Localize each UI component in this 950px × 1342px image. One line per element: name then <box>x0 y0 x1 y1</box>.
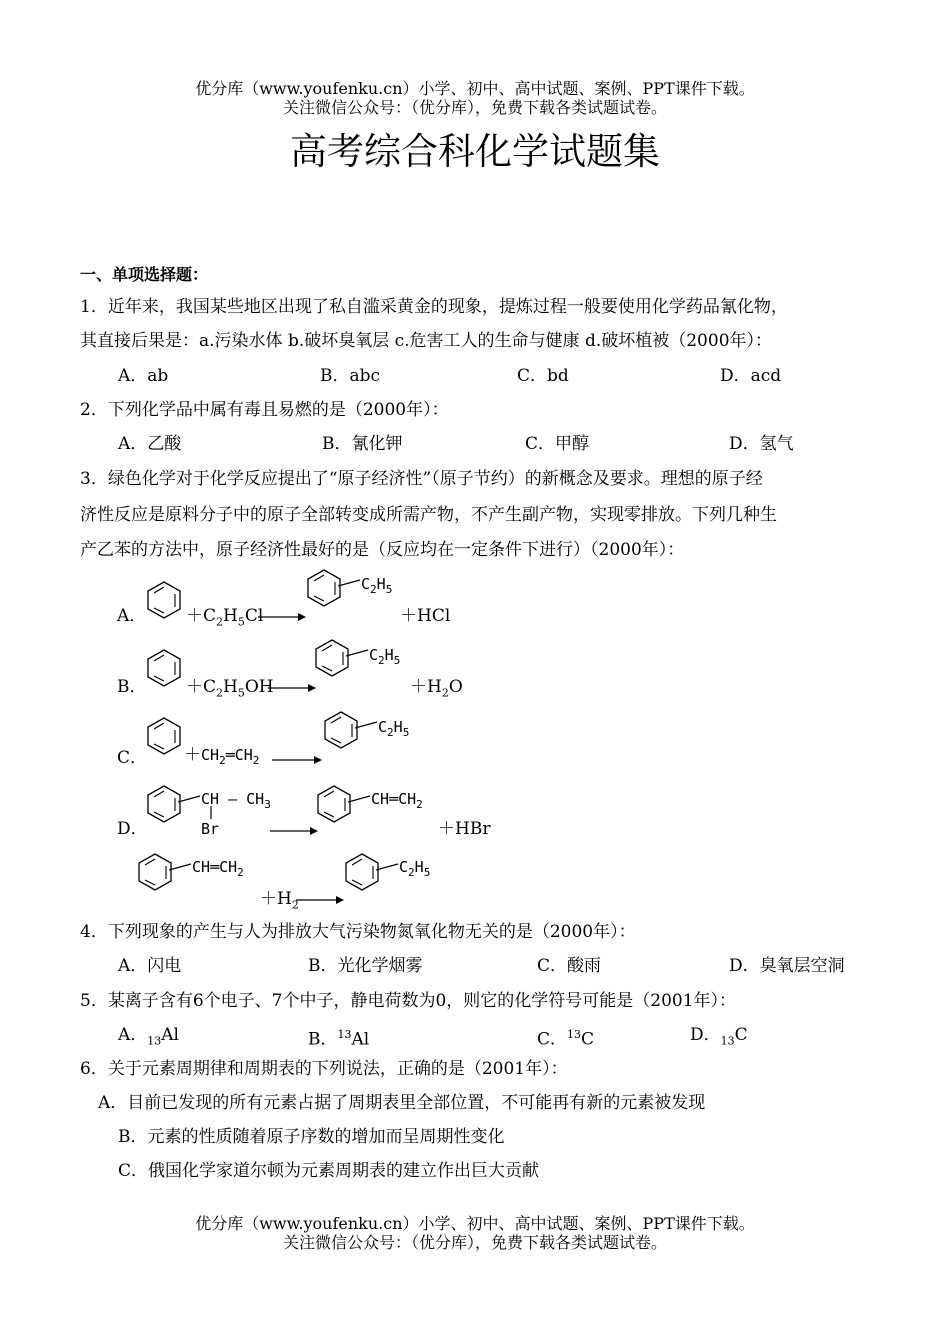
bond-line-d4 <box>169 862 193 872</box>
q6-stem: 6．关于元素周期律和周期表的下列说法，正确的是（2001年）： <box>80 1059 568 1079</box>
benzene-product-c <box>323 710 363 754</box>
q4-stem: 4．下列现象的产生与人为排放大气污染物氮氧化物无关的是（2000年）： <box>80 922 636 942</box>
q3-option-a-label: A． <box>117 606 147 626</box>
q5-option-b: B．$^{13}$Al <box>308 1028 370 1050</box>
q3-option-c-label: C． <box>117 748 148 768</box>
q1-option-d: D．acd <box>720 366 782 386</box>
q2-option-a: A．乙酸 <box>118 434 182 454</box>
q2-option-d: D．氢气 <box>729 434 794 454</box>
reaction-arrow-c <box>272 755 322 765</box>
benzene-reactant-a <box>146 580 186 624</box>
bond-line-b <box>346 648 370 658</box>
q1-option-c: C．bd <box>517 366 569 386</box>
q3-c-reactant: $+CH_2═CH_2$ <box>184 745 260 767</box>
q3-d-styrene-group: $CH═CH_2$ <box>371 790 423 811</box>
q1-stem-line-2: 其直接后果是：a.污染水体 b.破坏臭氧层 c.危害工人的生命与健康 d.破坏植被（2000年）： <box>80 331 773 351</box>
q3-a-byproduct: ＋HCl <box>400 606 451 626</box>
q3-d-reactant-chain: CH — $CH_3$ <box>201 790 271 811</box>
reaction-arrow-b <box>268 683 316 693</box>
bond-line-d5 <box>376 862 400 872</box>
q2-stem: 2．下列化学品中属有毒且易燃的是（2000年）： <box>80 400 449 420</box>
footer-line-1: 优分库（www.youfenku.cn）小学、初中、高中试题、案例、PPT课件下载。 <box>195 1214 755 1233</box>
reaction-arrow-d1 <box>270 826 318 836</box>
benzene-reactant-b <box>146 648 186 692</box>
q1-option-b: B．abc <box>320 366 381 386</box>
q6-option-c: C．俄国化学家道尔顿为元素周期表的建立作出巨大贡献 <box>118 1161 540 1181</box>
q3-option-d-label: D． <box>117 819 148 839</box>
section-heading: 一、单项选择题： <box>80 265 209 284</box>
page-title: 高考综合科化学试题集 <box>290 130 660 173</box>
header-line-2: 关注微信公众号：（优分库），免费下载各类试题试卷。 <box>282 98 667 117</box>
bond-line-d1 <box>178 794 202 804</box>
q3-option-b-label: B． <box>117 677 147 697</box>
q3-stem-line-1: 3．绿色化学对于化学反应提出了“原子经济性”（原子节约）的新概念及要求。理想的原子经 <box>80 469 763 489</box>
q4-option-a: A．闪电 <box>118 956 182 976</box>
bond-line-d3 <box>348 794 372 804</box>
benzene-product-d1 <box>316 784 356 828</box>
bond-line-c <box>355 720 379 730</box>
benzene-reactant-c <box>146 716 186 760</box>
benzene-product-d2 <box>344 852 384 896</box>
q3-b-byproduct: $+H_2O$ <box>410 677 463 700</box>
header-line-1: 优分库（www.youfenku.cn）小学、初中、高中试题、案例、PPT课件下载。 <box>195 79 755 98</box>
q5-stem: 5．某离子含有6个电子、7个中子，静电荷数为0，则它的化学符号可能是（2001年）： <box>80 991 737 1011</box>
benzene-reactant-d2 <box>137 852 177 896</box>
q3-stem-line-3: 产乙苯的方法中，原子经济性最好的是（反应均在一定条件下进行）（2000年）： <box>80 540 685 560</box>
q3-b-reactant: $+C_2H_5OH$ <box>186 677 274 700</box>
q2-option-b: B．氰化钾 <box>322 434 403 454</box>
q6-option-a: A．目前已发现的所有元素占据了周期表里全部位置，不可能再有新的元素被发现 <box>98 1093 706 1113</box>
q3-c-product-group: $C_2H_5$ <box>378 718 410 739</box>
q5-option-a: A．$_{13}$Al <box>118 1025 179 1048</box>
q1-option-a: A．ab <box>118 366 169 386</box>
bond-line-a <box>338 578 362 588</box>
q3-a-reactant: $+C_2H_5Cl$ <box>186 606 264 629</box>
q3-d2-reactant: $+H_2$ <box>260 889 299 912</box>
q1-stem-line-1: 1．近年来，我国某些地区出现了私自滥采黄金的现象，提炼过程一般要使用化学药品氰化物， <box>80 297 788 317</box>
q2-option-c: C．甲醇 <box>525 434 590 454</box>
q3-d2-styrene-group: $CH═CH_2$ <box>192 858 244 879</box>
q3-d-byproduct: ＋HBr <box>438 819 491 839</box>
q3-stem-line-2: 济性反应是原料分子中的原子全部转变成所需产物，不产生副产物，实现零排放。下列几种生 <box>80 505 777 525</box>
reaction-arrow-a <box>258 612 306 622</box>
q3-d-bromine: Br <box>201 820 220 838</box>
q4-option-b: B．光化学烟雾 <box>308 956 423 976</box>
q5-option-c: C．$^{13}$C <box>537 1028 595 1050</box>
q3-a-product-group: $C_2H_5$ <box>361 575 393 596</box>
q6-option-b: B．元素的性质随着原子序数的增加而呈周期性变化 <box>118 1127 505 1147</box>
reaction-arrow-d2 <box>296 895 344 905</box>
footer-line-2: 关注微信公众号：（优分库），免费下载各类试题试卷。 <box>282 1233 667 1252</box>
q3-d2-product-group: $C_2H_5$ <box>399 858 431 879</box>
q3-b-product-group: $C_2H_5$ <box>369 646 401 667</box>
q5-option-d: D．$_{13}$C <box>690 1025 748 1048</box>
q4-option-c: C．酸雨 <box>537 956 602 976</box>
q4-option-d: D．臭氧层空洞 <box>729 956 845 976</box>
benzene-reactant-d <box>146 784 186 828</box>
benzene-product-b <box>314 638 354 682</box>
benzene-product-a <box>306 568 346 612</box>
